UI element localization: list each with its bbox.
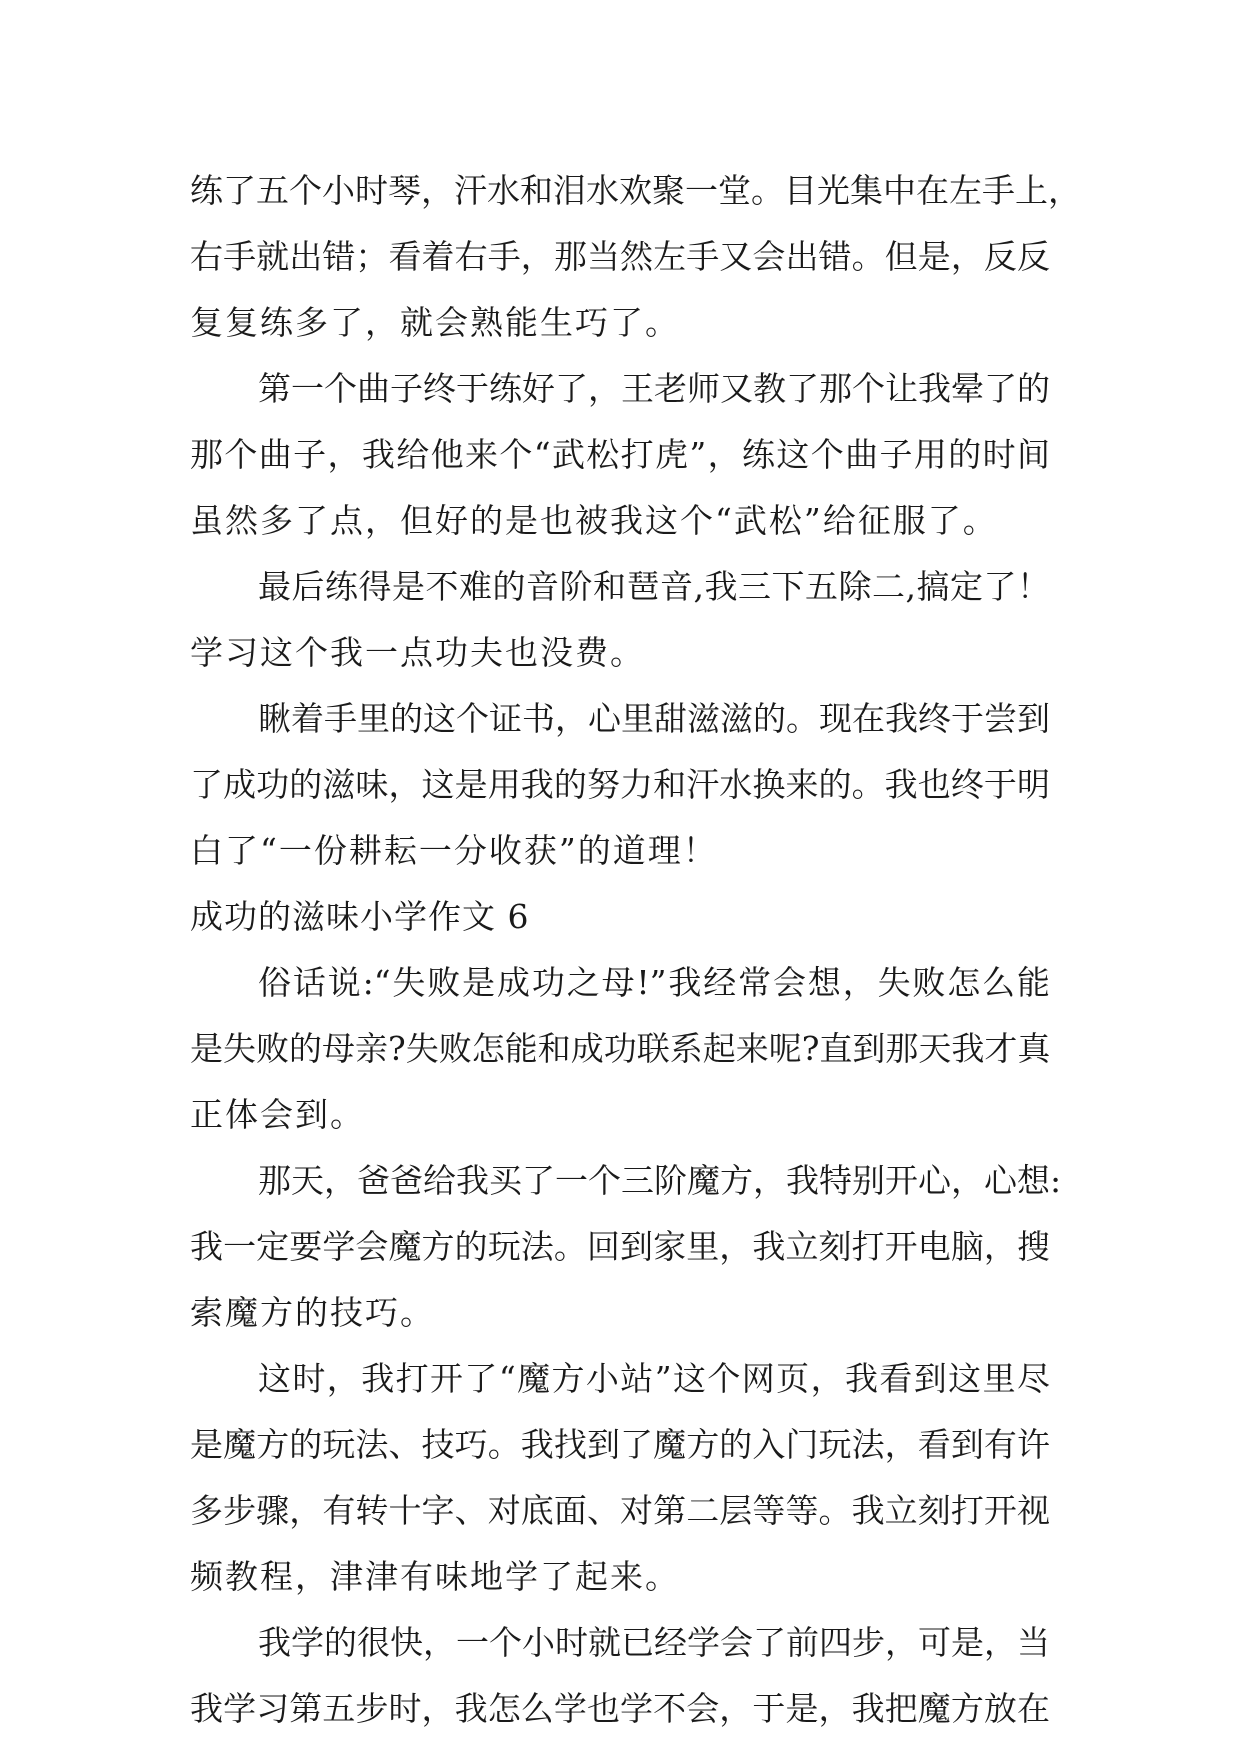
text-line: 了成功的滋味，这是用我的努力和汗水换来的。我也终于明	[190, 765, 1050, 804]
text-line: 第一个曲子终于练好了，王老师又教了那个让我晕了的	[258, 369, 1050, 408]
text-line: 频教程，津津有味地学了起来。	[190, 1557, 680, 1596]
text-line: 这时，我打开了“魔方小站”这个网页，我看到这里尽	[258, 1359, 1050, 1398]
text-line: 练了五个小时琴，汗水和泪水欢聚一堂。目光集中在左手上，	[190, 171, 1081, 210]
paragraph	[190, 158, 1081, 356]
text-line: 是失败的母亲?失败怎能和成功联系起来呢?直到那天我才真	[190, 1029, 1051, 1068]
text-line: 那天，爸爸给我买了一个三阶魔方，我特别开心，心想:	[258, 1161, 1062, 1200]
paragraph	[190, 554, 1050, 686]
text-line: 学习这个我一点功夫也没费。	[190, 633, 645, 672]
text-line: 我学的很快，一个小时就已经学会了前四步，可是，当	[258, 1623, 1050, 1662]
text-line: 是魔方的玩法、技巧。我找到了魔方的入门玩法，看到有许	[190, 1425, 1050, 1464]
text-line: 我一定要学会魔方的玩法。回到家里，我立刻打开电脑，搜	[190, 1227, 1050, 1266]
text-line: 俗话说:“失败是成功之母!”我经常会想，失败怎么能	[258, 963, 1050, 1002]
text-line: 索魔方的技巧。	[190, 1293, 435, 1332]
paragraph	[190, 1346, 1050, 1610]
text-line: 多步骤，有转十字、对底面、对第二层等等。我立刻打开视	[190, 1491, 1050, 1530]
text-line: 我学习第五步时，我怎么学也学不会，于是，我把魔方放在	[190, 1689, 1050, 1728]
document-page	[190, 158, 1081, 1742]
text-line: 那个曲子，我给他来个“武松打虎”，练这个曲子用的时间	[190, 435, 1050, 474]
text-line: 正体会到。	[190, 1095, 365, 1134]
text-line: 复复练多了，就会熟能生巧了。	[190, 303, 680, 342]
text-line: 白了“一份耕耘一分收获”的道理！	[190, 831, 718, 870]
paragraph	[190, 1148, 1062, 1346]
text-line: 虽然多了点，但好的是也被我这个“武松”给征服了。	[190, 501, 998, 540]
paragraph	[190, 950, 1050, 1148]
paragraph	[190, 686, 1050, 884]
text-line: 最后练得是不难的音阶和琶音,我三下五除二,搞定了！	[258, 567, 1050, 606]
paragraph	[190, 1610, 1050, 1742]
text-line: 瞅着手里的这个证书，心里甜滋滋的。现在我终于尝到	[258, 699, 1050, 738]
text-line: 右手就出错；看着右手，那当然左手又会出错。但是，反反	[190, 237, 1050, 276]
section-heading: 成功的滋味小学作文 6	[190, 897, 530, 936]
paragraph	[190, 356, 1050, 554]
